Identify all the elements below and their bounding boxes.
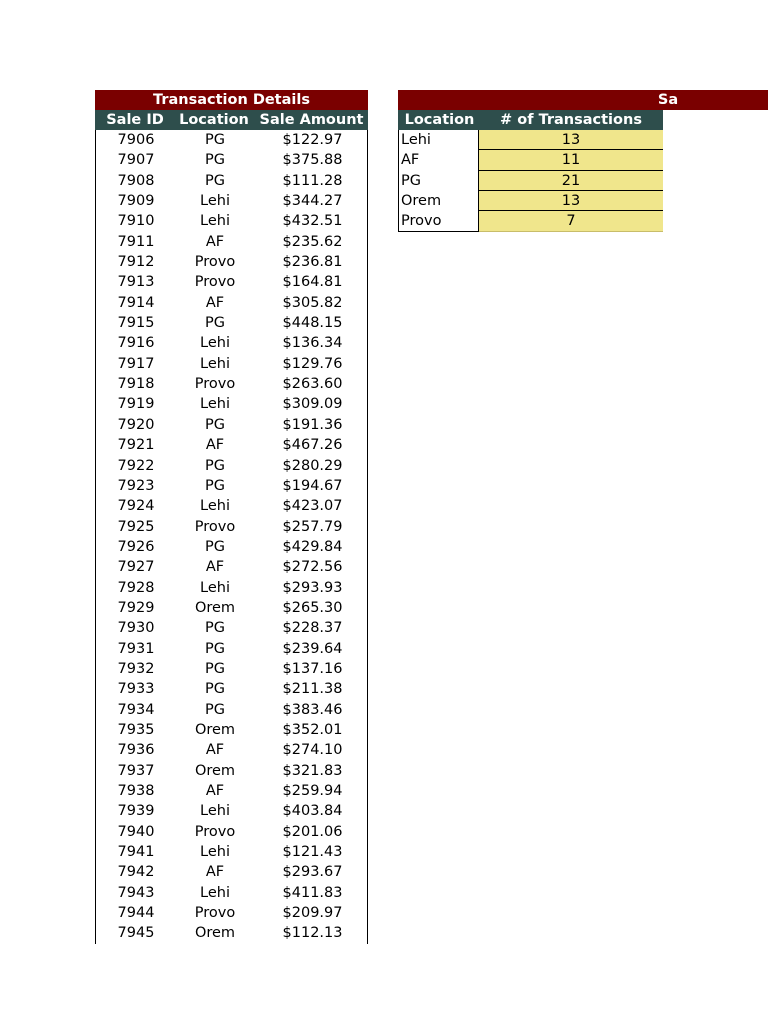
summary-row <box>398 130 663 150</box>
sale-amount-cell: $164.81 <box>282 274 343 291</box>
summary-header-row <box>398 110 663 130</box>
sale-amount-cell: $122.97 <box>282 132 343 148</box>
location-cell: Lehi <box>200 844 230 861</box>
sale-amount-cell: $121.43 <box>282 844 343 861</box>
sale-id-cell: 7914 <box>117 294 155 311</box>
sale-id-cell: 7915 <box>117 315 155 332</box>
location-cell: Provo <box>194 518 236 535</box>
table-row <box>96 862 367 882</box>
sale-id-cell: 7910 <box>117 213 155 230</box>
location-cell: PG <box>205 416 225 433</box>
sale-id-cell: 7929 <box>117 599 155 616</box>
table-row <box>96 354 367 374</box>
summary-row <box>398 211 663 231</box>
table-row <box>96 394 367 414</box>
sale-amount-cell: $137.16 <box>282 660 343 677</box>
summary-title: Sa <box>398 90 768 110</box>
sale-amount-cell: $274.10 <box>282 742 343 759</box>
summary-location-cell: AF <box>398 150 479 170</box>
location-cell: AF <box>205 864 225 881</box>
location-cell: Provo <box>194 376 236 393</box>
location-cell: PG <box>205 538 225 555</box>
header-location: Location <box>179 112 249 128</box>
sale-id-cell: 7927 <box>117 559 155 576</box>
table-row <box>96 923 367 943</box>
sale-id-cell: 7909 <box>117 193 155 210</box>
table-row <box>96 903 367 923</box>
table-row <box>96 415 367 435</box>
sale-amount-cell: $321.83 <box>282 762 343 779</box>
sale-id-cell: 7931 <box>117 640 155 657</box>
sale-id-cell: 7924 <box>117 498 155 515</box>
header-sale-id: Sale ID <box>106 112 164 128</box>
table-row <box>96 700 367 720</box>
table-row <box>96 618 367 638</box>
table-row <box>96 333 367 353</box>
sale-amount-cell: $263.60 <box>282 376 343 393</box>
table-row <box>96 659 367 679</box>
sale-id-cell: 7921 <box>117 437 155 454</box>
sale-id-cell: 7940 <box>117 823 155 840</box>
location-cell: AF <box>205 294 225 311</box>
sale-amount-cell: $352.01 <box>282 721 343 738</box>
table-row <box>96 232 367 252</box>
sale-amount-cell: $211.38 <box>282 681 343 698</box>
sale-id-cell: 7935 <box>117 721 155 738</box>
table-row <box>96 456 367 476</box>
sale-id-cell: 7922 <box>117 457 155 474</box>
sale-amount-cell: $432.51 <box>282 213 343 230</box>
sale-amount-cell: $191.36 <box>282 416 343 433</box>
table-row <box>96 374 367 394</box>
sale-id-cell: 7926 <box>117 538 155 555</box>
summary-count-cell: 21 <box>479 171 663 191</box>
location-cell: Lehi <box>200 213 230 230</box>
location-cell: AF <box>205 559 225 576</box>
summary-count-cell: 13 <box>479 191 663 211</box>
summary-location-cell: Provo <box>398 211 479 231</box>
location-cell: PG <box>205 457 225 474</box>
location-cell: AF <box>205 233 225 250</box>
location-cell: PG <box>205 172 225 189</box>
sale-id-cell: 7939 <box>117 803 155 820</box>
table-row <box>96 130 367 150</box>
table-row <box>96 598 367 618</box>
table-row <box>96 740 367 760</box>
sale-amount-cell: $344.27 <box>282 193 343 210</box>
location-cell: Lehi <box>200 803 230 820</box>
sale-amount-cell: $111.28 <box>282 172 343 189</box>
table-row <box>96 842 367 862</box>
table-row <box>96 517 367 537</box>
sale-amount-cell: $411.83 <box>282 884 343 901</box>
summary-rows <box>398 130 768 232</box>
sale-id-cell: 7930 <box>117 620 155 637</box>
sale-id-cell: 7907 <box>117 152 155 169</box>
location-cell: AF <box>205 742 225 759</box>
sale-amount-cell: $272.56 <box>282 559 343 576</box>
sale-id-cell: 7933 <box>117 681 155 698</box>
location-cell: Orem <box>194 599 236 616</box>
summary-count-cell: 7 <box>479 211 663 231</box>
sale-amount-cell: $280.29 <box>282 457 343 474</box>
sale-amount-cell: $257.79 <box>282 518 343 535</box>
sale-amount-cell: $305.82 <box>282 294 343 311</box>
sale-amount-cell: $236.81 <box>282 254 343 271</box>
location-cell: Lehi <box>200 335 230 352</box>
table-row <box>96 252 367 272</box>
table-row <box>96 761 367 781</box>
table-row <box>96 435 367 455</box>
location-cell: Lehi <box>200 193 230 210</box>
sale-id-cell: 7925 <box>117 518 155 535</box>
transaction-header-row <box>95 110 368 130</box>
location-cell: Lehi <box>200 579 230 596</box>
sale-id-cell: 7938 <box>117 783 155 799</box>
sale-id-cell: 7942 <box>117 864 155 881</box>
sale-amount-cell: $309.09 <box>282 396 343 413</box>
sale-amount-cell: $293.67 <box>282 864 343 881</box>
sale-amount-cell: $239.64 <box>282 640 343 657</box>
summary-count-cell: 11 <box>479 150 663 170</box>
location-cell: Lehi <box>200 396 230 413</box>
sale-id-cell: 7913 <box>117 274 155 291</box>
sale-id-cell: 7936 <box>117 742 155 759</box>
sale-id-cell: 7912 <box>117 254 155 271</box>
summary-header-count: # of Transactions <box>500 112 642 128</box>
location-cell: PG <box>205 681 225 698</box>
summary-location-cell: Lehi <box>398 130 479 150</box>
location-cell: Orem <box>194 925 236 942</box>
table-row <box>96 801 367 821</box>
transaction-details-table <box>95 90 368 944</box>
sale-amount-cell: $228.37 <box>282 620 343 637</box>
location-cell: Provo <box>194 823 236 840</box>
sale-amount-cell: $235.62 <box>282 233 343 250</box>
transaction-rows <box>95 130 368 944</box>
sale-id-cell: 7932 <box>117 660 155 677</box>
sale-amount-cell: $112.13 <box>282 925 343 942</box>
location-cell: Provo <box>194 905 236 922</box>
location-cell: Lehi <box>200 355 230 372</box>
sale-amount-cell: $201.06 <box>282 823 343 840</box>
location-cell: Lehi <box>200 884 230 901</box>
summary-location-cell: PG <box>398 171 479 191</box>
location-cell: PG <box>205 701 225 718</box>
sale-amount-cell: $403.84 <box>282 803 343 820</box>
sale-id-cell: 7916 <box>117 335 155 352</box>
header-sale-amount: Sale Amount <box>259 112 364 128</box>
table-row <box>96 272 367 292</box>
location-cell: PG <box>205 152 225 169</box>
sale-amount-cell: $129.76 <box>282 355 343 372</box>
location-cell: Orem <box>194 721 236 738</box>
table-row <box>96 883 367 903</box>
sale-id-cell: 7906 <box>117 132 155 148</box>
table-row <box>96 720 367 740</box>
sale-amount-cell: $467.26 <box>282 437 343 454</box>
sale-id-cell: 7917 <box>117 355 155 372</box>
sale-id-cell: 7934 <box>117 701 155 718</box>
location-cell: PG <box>205 640 225 657</box>
summary-location-cell: Orem <box>398 191 479 211</box>
table-row <box>96 476 367 496</box>
table-row <box>96 557 367 577</box>
location-cell: PG <box>205 315 225 332</box>
table-row <box>96 150 367 170</box>
sale-id-cell: 7918 <box>117 376 155 393</box>
sale-id-cell: 7945 <box>117 925 155 942</box>
table-row <box>96 679 367 699</box>
sale-id-cell: 7941 <box>117 844 155 861</box>
table-row <box>96 191 367 211</box>
location-cell: Lehi <box>200 498 230 515</box>
location-cell: Orem <box>194 762 236 779</box>
sale-amount-cell: $429.84 <box>282 538 343 555</box>
sale-amount-cell: $383.46 <box>282 701 343 718</box>
table-row <box>96 293 367 313</box>
sale-id-cell: 7928 <box>117 579 155 596</box>
location-cell: AF <box>205 437 225 454</box>
location-cell: AF <box>205 783 225 799</box>
sale-amount-cell: $423.07 <box>282 498 343 515</box>
sale-id-cell: 7923 <box>117 477 155 494</box>
sale-id-cell: 7920 <box>117 416 155 433</box>
location-cell: PG <box>205 477 225 494</box>
table-row <box>96 496 367 516</box>
table-row <box>96 211 367 231</box>
sale-amount-cell: $293.93 <box>282 579 343 596</box>
table-row <box>96 537 367 557</box>
location-summary-table <box>398 90 768 232</box>
location-cell: PG <box>205 660 225 677</box>
table-row <box>96 639 367 659</box>
sale-amount-cell: $448.15 <box>282 315 343 332</box>
sale-id-cell: 7937 <box>117 762 155 779</box>
summary-row <box>398 191 663 211</box>
summary-row <box>398 171 663 191</box>
location-cell: Provo <box>194 254 236 271</box>
table-row <box>96 171 367 191</box>
sale-amount-cell: $136.34 <box>282 335 343 352</box>
summary-count-cell: 13 <box>479 130 663 150</box>
summary-row <box>398 150 663 170</box>
location-cell: PG <box>205 132 225 148</box>
sale-amount-cell: $265.30 <box>282 599 343 616</box>
sale-id-cell: 7908 <box>117 172 155 189</box>
location-cell: Provo <box>194 274 236 291</box>
sale-id-cell: 7919 <box>117 396 155 413</box>
sale-amount-cell: $209.97 <box>282 905 343 922</box>
sale-amount-cell: $375.88 <box>282 152 343 169</box>
table-row <box>96 781 367 801</box>
table-row <box>96 822 367 842</box>
sale-id-cell: 7911 <box>117 233 155 250</box>
transaction-details-title: Transaction Details <box>95 90 368 110</box>
location-cell: PG <box>205 620 225 637</box>
summary-header-location: Location <box>404 112 475 128</box>
table-row <box>96 578 367 598</box>
sale-id-cell: 7944 <box>117 905 155 922</box>
table-row <box>96 313 367 333</box>
sale-id-cell: 7943 <box>117 884 155 901</box>
sale-amount-cell: $259.94 <box>282 783 343 799</box>
sale-amount-cell: $194.67 <box>282 477 343 494</box>
